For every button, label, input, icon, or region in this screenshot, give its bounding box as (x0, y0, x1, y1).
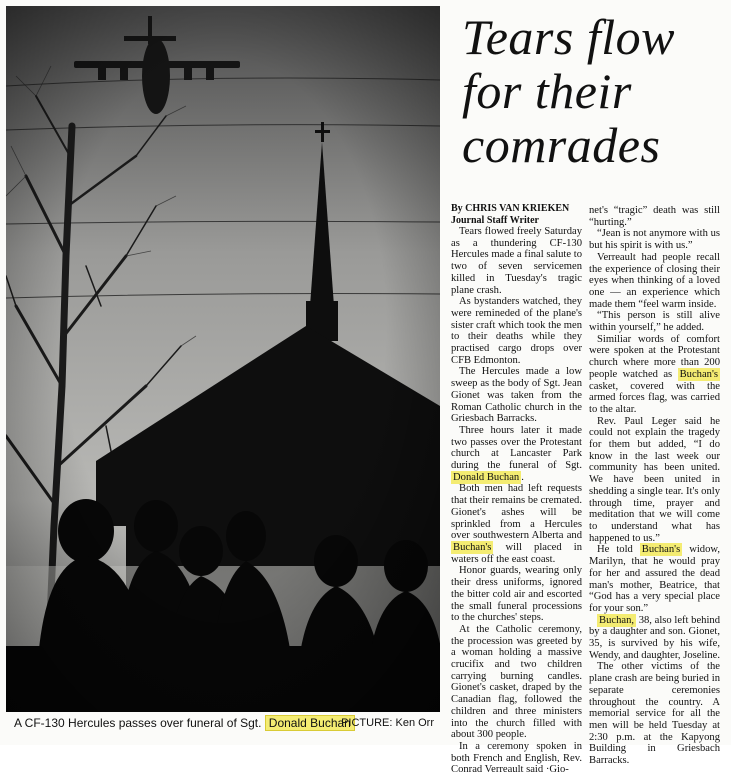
paragraph (451, 425, 582, 484)
paragraph: Honor guards, wearing only their dress uniforms, ignored the bitter cold air and escorted the small funeral processions to the churches' steps. (451, 565, 582, 624)
photo-credit: PICTURE: Ken Orr (341, 717, 434, 729)
photo-illustration (6, 6, 440, 712)
paragraph: The other victims of the plane crash are being buried in separate ceremonies throughout the country. A memorial service for all the men will be held Tuesday at 2:30 p.m. at the Kapyong Building in Griesbach Barracks. (589, 661, 720, 767)
paragraph: Tears flowed freely Saturday as a thundering CF-130 Hercules made a final salute to two of seven servicemen killed in Tuesday's tragic plane crash. (451, 226, 582, 296)
byline (451, 203, 582, 226)
paragraph (589, 615, 720, 662)
text-run: . (521, 471, 524, 483)
caption-text (14, 712, 355, 734)
text-run: casket, covered with the armed forces flag, was carried to the altar. (589, 380, 720, 415)
paragraph (589, 544, 720, 614)
headline (462, 10, 722, 172)
paragraph: net's “tragic” death was still “hurting.” (589, 205, 720, 228)
highlighted-name: Buchan's (641, 544, 681, 556)
caption-highlight: Donald Buchan (265, 715, 355, 731)
text-run: He told (597, 544, 633, 556)
paragraph (589, 334, 720, 416)
news-photo (6, 6, 440, 712)
highlighted-name: Buchan's (679, 368, 719, 380)
highlighted-name: Donald Buchan (453, 471, 520, 483)
article-column-1 (451, 203, 582, 776)
text-run: Similiar words of comfort were spoken at the Protestant church where more than 200 people watched as (589, 333, 720, 380)
paragraph: The Hercules made a low sweep as the body of Sgt. Jean Gionet was taken from the Roman Catholic church in the Griesbach Barracks. (451, 366, 582, 425)
article-column-2 (589, 205, 720, 767)
text-run: widow, Marilyn, that he would pray for her and assured the dead man's mother, Beatrice, that “God has a very special place for your son.” (589, 544, 720, 614)
paragraph (451, 483, 582, 565)
paragraph: In a ceremony spoken in both French and English, Rev. Conrad Verreault said ·Gio- (451, 740, 582, 776)
paragraph: Verreault had people recall the experience of closing their eyes when thinking of a loved one — an experience which made them “feel warm inside. (589, 251, 720, 310)
headline-line-3: comrades (462, 117, 661, 173)
paragraph: “Jean is not anymore with us but his spirit is with us.” (589, 228, 720, 252)
paragraph: As bystanders watched, they were remineded of the plane's sister craft which took the men to their deaths while they practised cargo drops over CFB Edmonton. (451, 296, 582, 366)
headline-line-1: Tears flow (462, 9, 675, 65)
paragraph: Rev. Paul Leger said he could not explain the tragedy for them but added, “I do know in the last week our community has been united. We have been united in shedding a single tear. It's only through time, prayer and meditation that we will come to understand what has happened to us.” (589, 415, 720, 544)
highlighted-name: Buchan, (599, 614, 635, 626)
highlighted-name: Buchan's (453, 541, 492, 553)
text-run: Three hours later it made two passes over the Protestant church at Lancaster Park during the funeral of Sgt. (451, 424, 582, 472)
text-run: will placed in waters off the east coast. (451, 541, 582, 565)
byline-role: Journal Staff Writer (451, 214, 539, 226)
photo-caption (6, 712, 440, 734)
caption-before: A CF-130 Hercules passes over funeral of Sgt. (14, 716, 262, 730)
paragraph: At the Catholic ceremony, the procession was greeted by a woman holding a massive crucifix and two children carrying burning candles. Gionet's casket, draped by the Canadian flag, followed the children and three ministers into the church filled with about 300 people. (451, 623, 582, 741)
text-run: Both men had left requests that their remains be cremated. Gionet's ashes will be sprinkled from a Hercules over southwestern Alberta and (451, 483, 582, 542)
headline-line-2: for their (462, 63, 632, 119)
paragraph: “This person is still alive within yourself,” he added. (589, 310, 720, 334)
text-run: 38, also left behind by a daughter and son. Gionet, 35, is survived by his wife, Wendy, and daughter, Joseline. (589, 614, 721, 661)
byline-author: By CHRIS VAN KRIEKEN (451, 203, 570, 214)
